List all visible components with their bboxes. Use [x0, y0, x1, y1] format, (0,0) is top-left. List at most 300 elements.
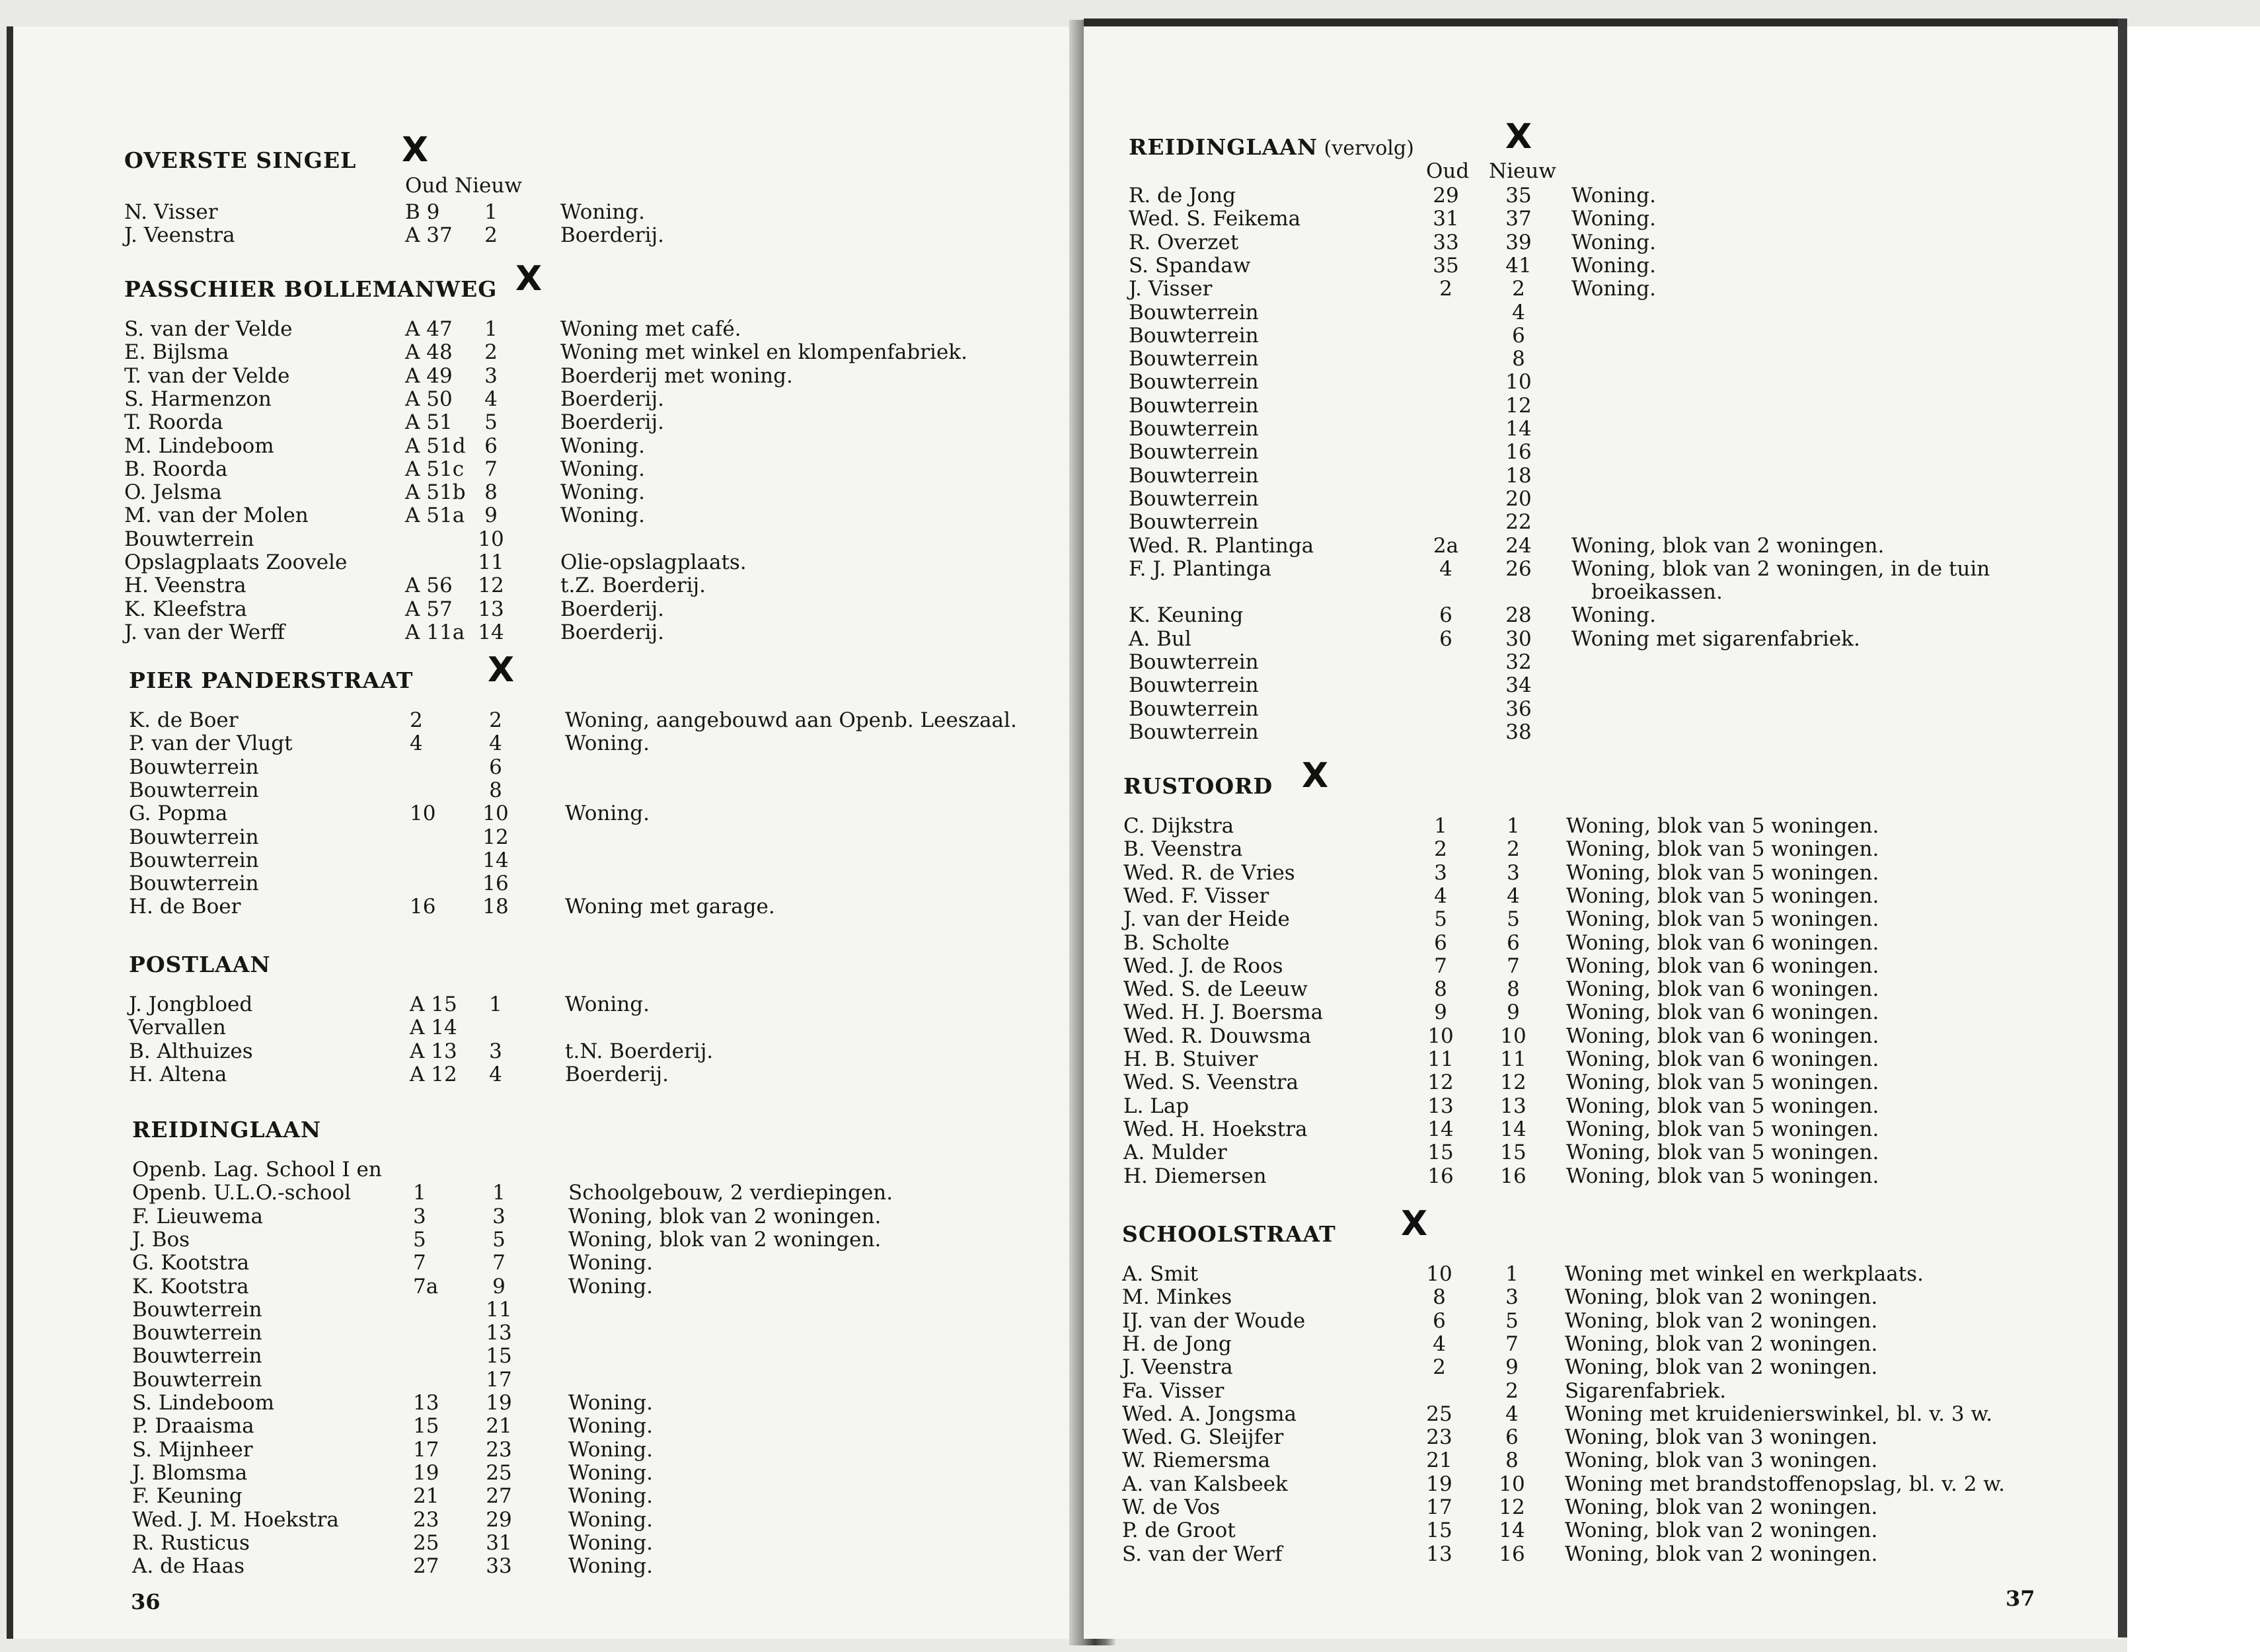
resident-name: S. Lindeboom: [132, 1391, 275, 1415]
building-description: Woning, blok van 2 woningen.: [568, 1227, 882, 1252]
old-number: 6: [1439, 603, 1452, 628]
resident-name: Wed. H. J. Boersma: [1123, 1000, 1324, 1025]
resident-name: Bouwterrein: [1129, 463, 1259, 488]
new-number: 33: [486, 1554, 512, 1579]
building-description: Boerderij met woning.: [560, 363, 793, 388]
new-number: 12: [482, 825, 509, 849]
new-number: 4: [489, 1062, 502, 1086]
new-number: 11: [1500, 1047, 1526, 1071]
old-number: 7: [413, 1251, 426, 1275]
new-number: 5: [1505, 1308, 1519, 1333]
resident-name: F. Lieuwema: [132, 1204, 263, 1228]
table-row: [132, 1414, 1074, 1437]
table-row: [1123, 837, 2082, 860]
resident-name: Bouwterrein: [129, 825, 259, 849]
building-description: Woning met sigarenfabriek.: [1571, 626, 1860, 651]
resident-name: F. J. Plantinga: [1129, 556, 1272, 581]
resident-name: T. van der Velde: [124, 363, 290, 388]
column-header-oud: Oud: [1426, 159, 1470, 183]
resident-name: Bouwterrein: [129, 778, 259, 802]
resident-name: E. Bijlsma: [124, 340, 229, 365]
new-number: 3: [1505, 1285, 1519, 1310]
street-title: OVERSTE SINGEL: [124, 147, 357, 173]
resident-name: Bouwterrein: [1129, 417, 1259, 441]
building-description: Woning, blok van 3 woningen.: [1565, 1425, 1878, 1450]
table-row: [1129, 697, 2087, 720]
new-number: 4: [484, 387, 498, 411]
table-row: [1123, 931, 2082, 954]
table-row: [132, 1181, 1074, 1204]
new-number: 8: [489, 778, 502, 802]
new-number: 30: [1505, 626, 1532, 651]
resident-name: M. Minkes: [1122, 1285, 1232, 1310]
new-number: 8: [1505, 1448, 1519, 1473]
resident-name: O. Jelsma: [124, 480, 222, 505]
resident-name: Bouwterrein: [1129, 370, 1259, 394]
table-row: [124, 620, 1074, 644]
building-description: Woning, blok van 2 woningen.: [1565, 1355, 1878, 1380]
building-description: Woning.: [560, 480, 645, 505]
street-heading: [129, 952, 271, 977]
table-row: [1129, 510, 2087, 533]
new-number: 7: [484, 457, 498, 481]
old-number: 12: [1427, 1070, 1454, 1095]
old-number: A 13: [410, 1039, 457, 1063]
table-row: [1129, 417, 2087, 440]
page-edge-left: [7, 26, 13, 1639]
old-number: 25: [1426, 1402, 1452, 1426]
street-title: PASSCHIER BOLLEMANWEG: [124, 276, 498, 302]
resident-name: Bouwterrein: [1129, 347, 1259, 371]
table-row: [132, 1391, 1074, 1414]
street-heading: [129, 667, 413, 693]
column-header-oud: Oud: [405, 174, 449, 198]
building-description: Woning, blok van 5 woningen.: [1566, 1141, 1879, 1165]
resident-name: P. de Groot: [1122, 1519, 1236, 1543]
page-edge-right: [2118, 19, 2127, 1637]
building-description: Woning, blok van 6 woningen.: [1566, 954, 1879, 978]
resident-name: Bouwterrein: [132, 1367, 262, 1392]
table-row: [1122, 1355, 2080, 1378]
table-row: [1129, 184, 2087, 207]
building-description: t.Z. Boerderij.: [560, 574, 706, 598]
new-number: 15: [1500, 1141, 1526, 1165]
old-number: 31: [1433, 207, 1459, 231]
old-number: 10: [410, 802, 436, 826]
old-number: 13: [1426, 1542, 1452, 1566]
table-row: [1122, 1379, 2080, 1402]
table-row: [1122, 1542, 2080, 1565]
building-description: Woning, blok van 5 woningen.: [1566, 907, 1879, 932]
table-row: [1123, 954, 2082, 977]
new-number: 26: [1505, 556, 1532, 581]
building-description: Woning, blok van 6 woningen.: [1566, 977, 1879, 1002]
new-number: 4: [1507, 883, 1520, 908]
page-right: [1084, 26, 2121, 1639]
resident-name: J. Bos: [132, 1227, 190, 1252]
new-number: 29: [486, 1507, 512, 1532]
new-number: 14: [478, 620, 504, 644]
resident-name: A. Bul: [1129, 626, 1191, 651]
new-number: 2: [484, 340, 498, 365]
old-number: 2: [1439, 277, 1452, 301]
new-number: 9: [1507, 1000, 1520, 1025]
new-number: 7: [1505, 1332, 1519, 1356]
building-description: Woning.: [1571, 207, 1656, 231]
old-number: 33: [1433, 230, 1459, 254]
resident-name: Bouwterrein: [1129, 650, 1259, 674]
new-number: 1: [1507, 814, 1520, 838]
new-number: 2: [1507, 837, 1520, 862]
table-row: [124, 434, 1074, 457]
checkmark-x: X: [1505, 117, 1532, 157]
old-number: A 50: [405, 387, 453, 411]
old-number: A 12: [410, 1062, 457, 1086]
building-description: Boerderij.: [560, 597, 664, 621]
resident-name: W. de Vos: [1122, 1495, 1221, 1519]
old-number: 4: [1433, 1332, 1446, 1356]
building-description: Woning, blok van 6 woningen.: [1566, 1024, 1879, 1048]
building-description: Woning, blok van 2 woningen.: [1565, 1332, 1878, 1356]
old-number: 17: [1426, 1495, 1452, 1519]
building-description: Woning, blok van 2 woningen.: [1565, 1542, 1878, 1566]
building-description: t.N. Boerderij.: [565, 1039, 714, 1063]
table-row: [129, 848, 1074, 872]
table-row: [1122, 1402, 2080, 1425]
new-number: 10: [478, 527, 504, 551]
new-number: 9: [1505, 1355, 1519, 1380]
table-row: [1122, 1448, 2080, 1472]
old-number: 6: [1434, 930, 1447, 955]
resident-name: Bouwterrein: [1129, 696, 1259, 721]
new-number: 18: [482, 895, 509, 919]
new-number: 17: [486, 1367, 512, 1392]
checkmark-x: X: [1401, 1204, 1428, 1244]
table-row: [1122, 1285, 2080, 1308]
resident-name: Wed. J. de Roos: [1123, 954, 1283, 978]
building-description: Boerderij.: [565, 1062, 669, 1086]
new-number: 31: [486, 1530, 512, 1555]
table-row: [129, 755, 1074, 778]
resident-name: F. Keuning: [132, 1484, 243, 1509]
old-number: 5: [1434, 907, 1447, 932]
building-description: Woning met winkel en werkplaats.: [1565, 1262, 1924, 1286]
new-number: 2: [489, 708, 502, 732]
new-number: 14: [482, 848, 509, 872]
new-number: 16: [1505, 440, 1532, 465]
resident-name: W. Riemersma: [1122, 1448, 1271, 1473]
resident-name: K. Keuning: [1129, 603, 1244, 628]
resident-name: Wed. R. Plantinga: [1129, 533, 1314, 558]
old-number: A 51: [405, 410, 453, 435]
table-row: [132, 1554, 1074, 1577]
old-number: A 14: [410, 1016, 457, 1040]
building-description: Woning, blok van 2 woningen.: [568, 1204, 882, 1228]
building-description: Woning.: [565, 802, 650, 826]
resident-name: A. Smit: [1122, 1262, 1199, 1286]
resident-name: K. de Boer: [129, 708, 239, 732]
new-number: 24: [1505, 533, 1532, 558]
old-number: A 51b: [405, 480, 466, 505]
resident-name: M. Lindeboom: [124, 433, 274, 458]
new-number: 34: [1505, 673, 1532, 698]
resident-name: S. van der Velde: [124, 317, 293, 341]
resident-name: Bouwterrein: [129, 755, 259, 779]
old-number: 4: [1434, 883, 1447, 908]
table-row: [1122, 1472, 2080, 1495]
new-number: 25: [486, 1460, 512, 1485]
new-number: 2: [484, 223, 498, 248]
resident-name: R. Rusticus: [132, 1530, 250, 1555]
new-number: 15: [486, 1344, 512, 1369]
table-row: [129, 1039, 1074, 1063]
building-description: Woning, blok van 2 woningen.: [1571, 533, 1885, 558]
resident-name: H. Veenstra: [124, 574, 246, 598]
old-number: 19: [1426, 1472, 1452, 1496]
building-description: Woning, blok van 2 woningen.: [1565, 1495, 1878, 1519]
resident-name: H. Altena: [129, 1062, 227, 1086]
old-number: 5: [413, 1227, 426, 1252]
table-row: [1123, 907, 2082, 930]
old-number: 2a: [1433, 533, 1459, 558]
resident-name: Bouwterrein: [1129, 323, 1259, 348]
new-number: 28: [1505, 603, 1532, 628]
new-number: 19: [486, 1391, 512, 1415]
new-number: 3: [489, 1039, 502, 1063]
new-number: 3: [492, 1204, 506, 1228]
building-description: Woning.: [560, 457, 645, 481]
resident-name: G. Kootstra: [132, 1251, 250, 1275]
resident-name: Bouwterrein: [124, 527, 254, 551]
old-number: 13: [413, 1391, 439, 1415]
old-number: 4: [1439, 556, 1452, 581]
new-number: 14: [1500, 1117, 1526, 1141]
old-number: 23: [413, 1507, 439, 1532]
new-number: 38: [1505, 720, 1532, 744]
new-number: 12: [1505, 393, 1532, 418]
new-number: 35: [1505, 184, 1532, 207]
new-number: 18: [1505, 463, 1532, 488]
new-number: 11: [486, 1297, 512, 1322]
background-sheet: [2127, 26, 2260, 1652]
new-number: 12: [1499, 1495, 1525, 1519]
table-row: [129, 993, 1074, 1016]
table-row: [1129, 603, 2087, 626]
new-number: 5: [1507, 907, 1520, 932]
new-number: 1: [1505, 1262, 1519, 1286]
building-description: Woning met winkel en klompenfabriek.: [560, 340, 967, 365]
table-row: [132, 1321, 1074, 1344]
old-number: A 15: [410, 993, 457, 1016]
table-row: [1123, 1047, 2082, 1070]
table-row: [1129, 324, 2087, 347]
checkmark-x: X: [488, 650, 515, 690]
building-description: Woning.: [1571, 230, 1656, 254]
column-header-nieuw: Nieuw: [455, 174, 522, 198]
table-row: [1129, 487, 2087, 510]
new-number: 9: [484, 504, 498, 528]
building-description: Sigarenfabriek.: [1565, 1378, 1727, 1403]
street-title: PIER PANDERSTRAAT: [129, 667, 414, 693]
old-number: A 49: [405, 363, 453, 388]
table-row: [124, 387, 1074, 410]
old-number: 17: [413, 1437, 439, 1462]
building-description: Woning.: [568, 1414, 653, 1439]
new-number: 7: [492, 1251, 506, 1275]
table-row: [1129, 254, 2087, 277]
table-row: [1129, 580, 2087, 603]
table-row: [124, 457, 1074, 480]
table-row: [124, 527, 1074, 550]
building-description: Woning.: [560, 200, 645, 224]
table-row: [129, 708, 1074, 732]
resident-name: Wed. G. Sleijfer: [1122, 1425, 1284, 1450]
old-number: 1: [1434, 814, 1447, 838]
old-number: 25: [413, 1530, 439, 1555]
resident-name: Bouwterrein: [132, 1297, 262, 1322]
new-number: 13: [478, 597, 504, 621]
new-number: 4: [1505, 1402, 1519, 1426]
street-heading: [1122, 1221, 1336, 1247]
checkmark-x: X: [402, 130, 429, 170]
building-description: Woning, blok van 5 woningen.: [1566, 1070, 1879, 1095]
resident-name: J. Veenstra: [124, 223, 235, 248]
table-row: [132, 1344, 1074, 1367]
old-number: 23: [1426, 1425, 1452, 1450]
table-row: [129, 825, 1074, 848]
table-row: [132, 1368, 1074, 1391]
new-number: 3: [484, 363, 498, 388]
old-number: 3: [1434, 860, 1447, 885]
old-number: 16: [410, 895, 436, 919]
resident-name: J. Jongbloed: [129, 993, 253, 1016]
building-description: Woning, blok van 2 woningen.: [1565, 1285, 1878, 1310]
resident-name: S. Spandaw: [1129, 253, 1251, 278]
new-number: 37: [1505, 207, 1532, 231]
street-title: RUSTOORD: [1123, 773, 1273, 799]
resident-name: A. Mulder: [1123, 1141, 1227, 1165]
new-number: 6: [489, 755, 502, 779]
old-number: A 37: [405, 223, 453, 248]
table-row: [132, 1158, 1074, 1181]
table-row: [132, 1205, 1074, 1228]
building-description: Woning, blok van 5 woningen.: [1566, 883, 1879, 908]
building-description: Woning, blok van 5 woningen.: [1566, 1094, 1879, 1118]
building-description: Woning.: [1571, 277, 1656, 301]
building-description: Woning, blok van 5 woningen.: [1566, 1164, 1879, 1188]
new-number: 16: [1499, 1542, 1525, 1566]
table-row: [132, 1508, 1074, 1531]
new-number: 22: [1505, 510, 1532, 535]
table-row: [1122, 1495, 2080, 1519]
resident-name: J. Veenstra: [1122, 1355, 1233, 1380]
resident-name: Wed. R. de Vries: [1123, 860, 1295, 885]
table-row: [1123, 1070, 2082, 1094]
building-description: Woning.: [568, 1530, 653, 1555]
resident-name: Wed. S. Veenstra: [1123, 1070, 1299, 1095]
old-number: 15: [1426, 1519, 1452, 1543]
old-number: 35: [1433, 253, 1459, 278]
new-number: 12: [478, 574, 504, 598]
new-number: 10: [482, 802, 509, 826]
resident-name: M. van der Molen: [124, 504, 309, 528]
resident-name: Openb. Lag. School I en: [132, 1158, 382, 1182]
table-row: [1123, 814, 2082, 837]
street-heading: [1129, 134, 1414, 160]
resident-name: Wed. F. Visser: [1123, 883, 1269, 908]
table-row: [1123, 1024, 2082, 1047]
building-description: Woning.: [568, 1460, 653, 1485]
old-number: A 11a: [405, 620, 465, 644]
table-row: [1129, 673, 2087, 696]
street-title: REIDINGLAAN: [1129, 134, 1318, 160]
old-number: 16: [1427, 1164, 1454, 1188]
resident-name: H. de Boer: [129, 895, 241, 919]
resident-name: Wed. J. M. Hoekstra: [132, 1507, 339, 1532]
table-row: [132, 1531, 1074, 1554]
new-number: 8: [1507, 977, 1520, 1002]
old-number: A 47: [405, 317, 453, 341]
building-description: Schoolgebouw, 2 verdiepingen.: [568, 1181, 893, 1205]
resident-name: Wed. R. Douwsma: [1123, 1024, 1312, 1048]
old-number: 6: [1433, 1308, 1446, 1333]
building-description: Woning.: [1571, 253, 1656, 278]
new-number: 14: [1499, 1519, 1525, 1543]
resident-name: Bouwterrein: [1129, 673, 1259, 698]
table-row: [1122, 1309, 2080, 1332]
new-number: 27: [486, 1484, 512, 1509]
table-row: [1129, 557, 2087, 580]
old-number: 29: [1433, 184, 1459, 207]
resident-name: S. Harmenzon: [124, 387, 272, 411]
resident-name: Wed. A. Jongsma: [1122, 1402, 1297, 1426]
building-description: Woning.: [568, 1484, 653, 1509]
old-number: 9: [1434, 1000, 1447, 1025]
old-number: 3: [413, 1204, 426, 1228]
table-row: [124, 364, 1074, 387]
page-left: [7, 26, 1074, 1639]
new-number: 16: [1500, 1164, 1526, 1188]
street-heading: [124, 147, 356, 173]
new-number: 5: [484, 410, 498, 435]
old-number: 2: [410, 708, 423, 732]
new-number: 1: [484, 317, 498, 341]
building-description: Woning.: [568, 1554, 653, 1579]
old-number: 2: [1434, 837, 1447, 862]
building-description: Woning met garage.: [565, 895, 775, 919]
building-description: Woning.: [1571, 603, 1656, 628]
resident-name: Bouwterrein: [132, 1321, 262, 1345]
new-number: 32: [1505, 650, 1532, 674]
new-number: 6: [1507, 930, 1520, 955]
table-row: [1129, 440, 2087, 463]
old-number: A 48: [405, 340, 453, 365]
resident-name: A. van Kalsbeek: [1122, 1472, 1288, 1496]
column-header-nieuw: Nieuw: [1489, 159, 1556, 183]
resident-name: R. de Jong: [1129, 184, 1236, 207]
resident-name: Openb. U.L.O.-school: [132, 1181, 352, 1205]
table-row: [129, 1063, 1074, 1086]
resident-name: B. Roorda: [124, 457, 228, 481]
resident-name: Bouwterrein: [1129, 440, 1259, 465]
resident-name: P. van der Vlugt: [129, 732, 293, 756]
building-description: Woning met brandstoffenopslag, bl. v. 2 w.: [1565, 1472, 2006, 1496]
new-number: 39: [1505, 230, 1532, 254]
new-number: 41: [1505, 253, 1532, 278]
resident-name: Wed. H. Hoekstra: [1123, 1117, 1308, 1141]
new-number: 9: [492, 1274, 506, 1298]
table-row: [1129, 277, 2087, 300]
